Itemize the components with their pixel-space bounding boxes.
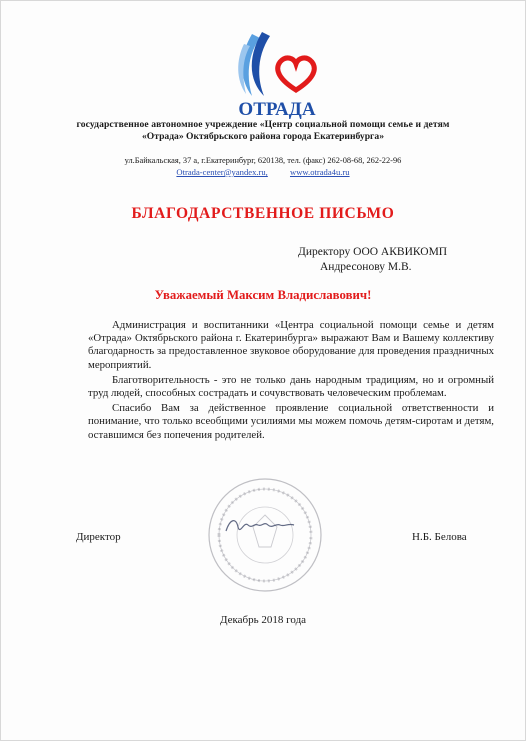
otrada-logo <box>222 30 332 120</box>
body-paragraph: Благотворительность - это не только дань народным традициям, но и огромный труд людей, способных сострадать и сочувствовать человеческим проблемам. <box>88 373 494 400</box>
addressee-position: Директору ООО АКВИКОМП <box>298 246 448 258</box>
org-name-line1: государственное автономное учреждение «Центр социальной помощи семье и детям <box>76 119 450 130</box>
heart-icon <box>278 58 315 90</box>
salutation: Уважаемый Максим Владиславович! <box>154 288 372 302</box>
website-link[interactable]: www.otrada4u.ru <box>289 167 350 177</box>
email-link[interactable]: Otrada-center@yandex.ru, <box>176 167 268 177</box>
org-name-line2: «Отрада» Октябрьского района города Екатеринбурга» <box>141 131 384 142</box>
body-paragraph: Администрация и воспитанники «Центра социальной помощи семье и детям «Отрада» Октябрьского района г. Екатеринбурга» выражают Вам и Вашему коллективу благодарность за предоставленное звуковое оборудование для проведения праздничных мероприятий. <box>88 319 494 371</box>
letter-title: БЛАГОДАРСТВЕННОЕ ПИСЬМО <box>131 205 395 222</box>
org-address: ул.Байкальская, 37 а, г.Екатеринбург, 620138, тел. (факс) 262-08-68, 262-22-96 <box>124 156 402 165</box>
addressee-name: Андресонову М.В. <box>320 261 412 273</box>
letter-body <box>88 319 494 444</box>
letter-date: Декабрь 2018 года <box>219 614 307 626</box>
logo-text: ОТРАДА <box>238 99 316 120</box>
contact-links <box>0 167 526 177</box>
body-paragraph: Спасибо Вам за действенное проявление социальной ответственности и понимание, что только всеобщими усилиями мы можем помочь детям-сиротам и детям, оставшимся без попечения родителей. <box>88 402 494 441</box>
handwritten-signature <box>222 513 302 539</box>
signatory-position: Директор <box>76 531 121 543</box>
signatory-name: Н.Б. Белова <box>412 531 467 543</box>
